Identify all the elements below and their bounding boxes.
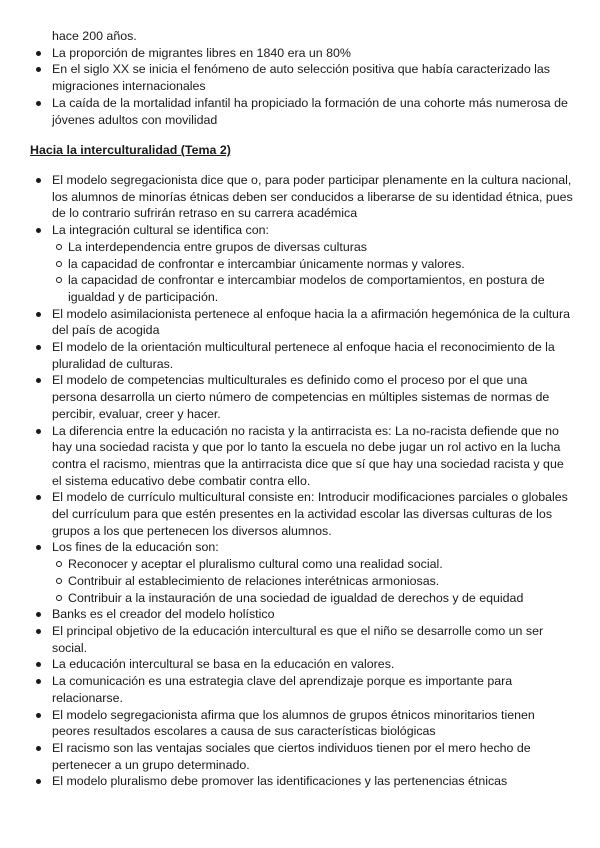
list-item: [52, 423, 574, 490]
sub-list-item: la capacidad de confrontar e intercambiar modelos de comportamientos, en postura de igualdad y de participación.: [52, 272, 574, 305]
list-item: [52, 707, 574, 740]
list-item: En el siglo XX se inicia el fenómeno de auto selección positiva que había caracterizado las migraciones internacionales: [52, 61, 572, 94]
sub-list: [52, 239, 574, 306]
list-item-text: El racismo son las ventajas sociales que ciertos individuos tienen por el mero hecho de pertenecer a un grupo determinado.: [52, 740, 531, 772]
list-item: [52, 673, 574, 706]
list-item: [52, 172, 574, 222]
intro-continuation: hace 200 años.: [52, 29, 137, 43]
sub-list: [52, 556, 574, 606]
list-item-text: El modelo de currículo multicultural consiste en: Introducir modificaciones parciales o globales del currículum para que estén presentes en la actividad escolar las diversas culturas de los grupos a los que pertenecen los diversos alumnos.: [52, 490, 568, 538]
sub-list-item: Contribuir al establecimiento de relaciones interétnicas armoniosas.: [52, 573, 574, 590]
list-item: [52, 222, 574, 306]
list-item: [52, 489, 574, 539]
list-item-text: Banks es el creador del modelo holístico: [52, 607, 275, 622]
section-list: [52, 172, 574, 790]
list-item: [52, 306, 574, 339]
list-item-text: La integración cultural se identifica con:: [52, 223, 269, 238]
sub-list-item: Contribuir a la instauración de una sociedad de igualdad de derechos y de equidad: [52, 590, 574, 607]
sub-list-item: La interdependencia entre grupos de diversas culturas: [52, 239, 574, 256]
list-item: [52, 606, 574, 623]
list-item-text: Los fines de la educación son:: [52, 540, 219, 555]
list-item: La proporción de migrantes libres en 1840 era un 80%: [52, 45, 572, 62]
list-item-text: El modelo segregacionista afirma que los alumnos de grupos étnicos minoritarios tienen peores resultados escolares a causa de sus características biológicas: [52, 707, 535, 739]
sub-list-item: Reconocer y aceptar el pluralismo cultural como una realidad social.: [52, 556, 574, 573]
list-item-text: El modelo segregacionista dice que o, para poder participar plenamente en la cultura nacional, los alumnos de minorías étnicas deben ser conducidos a liberarse de su identidad étnica, pues de lo contrario sufrirán retraso en su carrera académica: [52, 173, 573, 221]
list-item-text: La diferencia entre la educación no racista y la antirracista es: La no-racista defiende que no hay una sociedad racista y que por lo tanto la escuela no debe jugar un rol activo en la lucha contra el racismo, mientras que la antirracista dice que sí que hay una sociedad racista y que el sistema educativo debe combatir contra ello.: [52, 423, 564, 488]
list-item: [52, 339, 574, 372]
list-item-text: El principal objetivo de la educación intercultural es que el niño se desarrolle como un ser social.: [52, 623, 544, 655]
list-item: La caída de la mortalidad infantil ha propiciado la formación de una cohorte más numerosa de jóvenes adultos con movilidad: [52, 95, 572, 128]
list-item-text: El modelo pluralismo debe promover las identificaciones y las pertenencias étnicas: [52, 774, 508, 789]
list-item: [52, 773, 574, 790]
list-item-text: El modelo de competencias multiculturales es definido como el proceso por el que una persona desarrolla un cierto número de competencias en múltiples sistemas de normas de percibir, evaluar, creer y hacer.: [52, 373, 550, 421]
list-item-text: La comunicación es una estrategia clave del aprendizaje porque es importante para relacionarse.: [52, 674, 513, 705]
list-item: [52, 656, 574, 673]
list-item: [52, 372, 574, 422]
list-item: [52, 539, 574, 606]
list-item: [52, 623, 574, 656]
list-item-text: La educación intercultural se basa en la educación en valores.: [52, 657, 395, 672]
section-body: [52, 172, 574, 790]
section-heading: Hacia la interculturalidad (Tema 2): [30, 143, 231, 157]
list-item-text: El modelo asimilacionista pertenece al enfoque hacia la a afirmación hegemónica de la cultura del país de acogida: [52, 306, 570, 338]
list-item-text: El modelo de la orientación multicultural pertenece al enfoque hacia el reconocimiento de la pluralidad de culturas.: [52, 340, 555, 371]
sub-list-item: la capacidad de confrontar e intercambiar únicamente normas y valores.: [52, 256, 574, 273]
list-item: [52, 740, 574, 773]
intro-list: [52, 45, 572, 129]
intro-block: [52, 28, 572, 128]
